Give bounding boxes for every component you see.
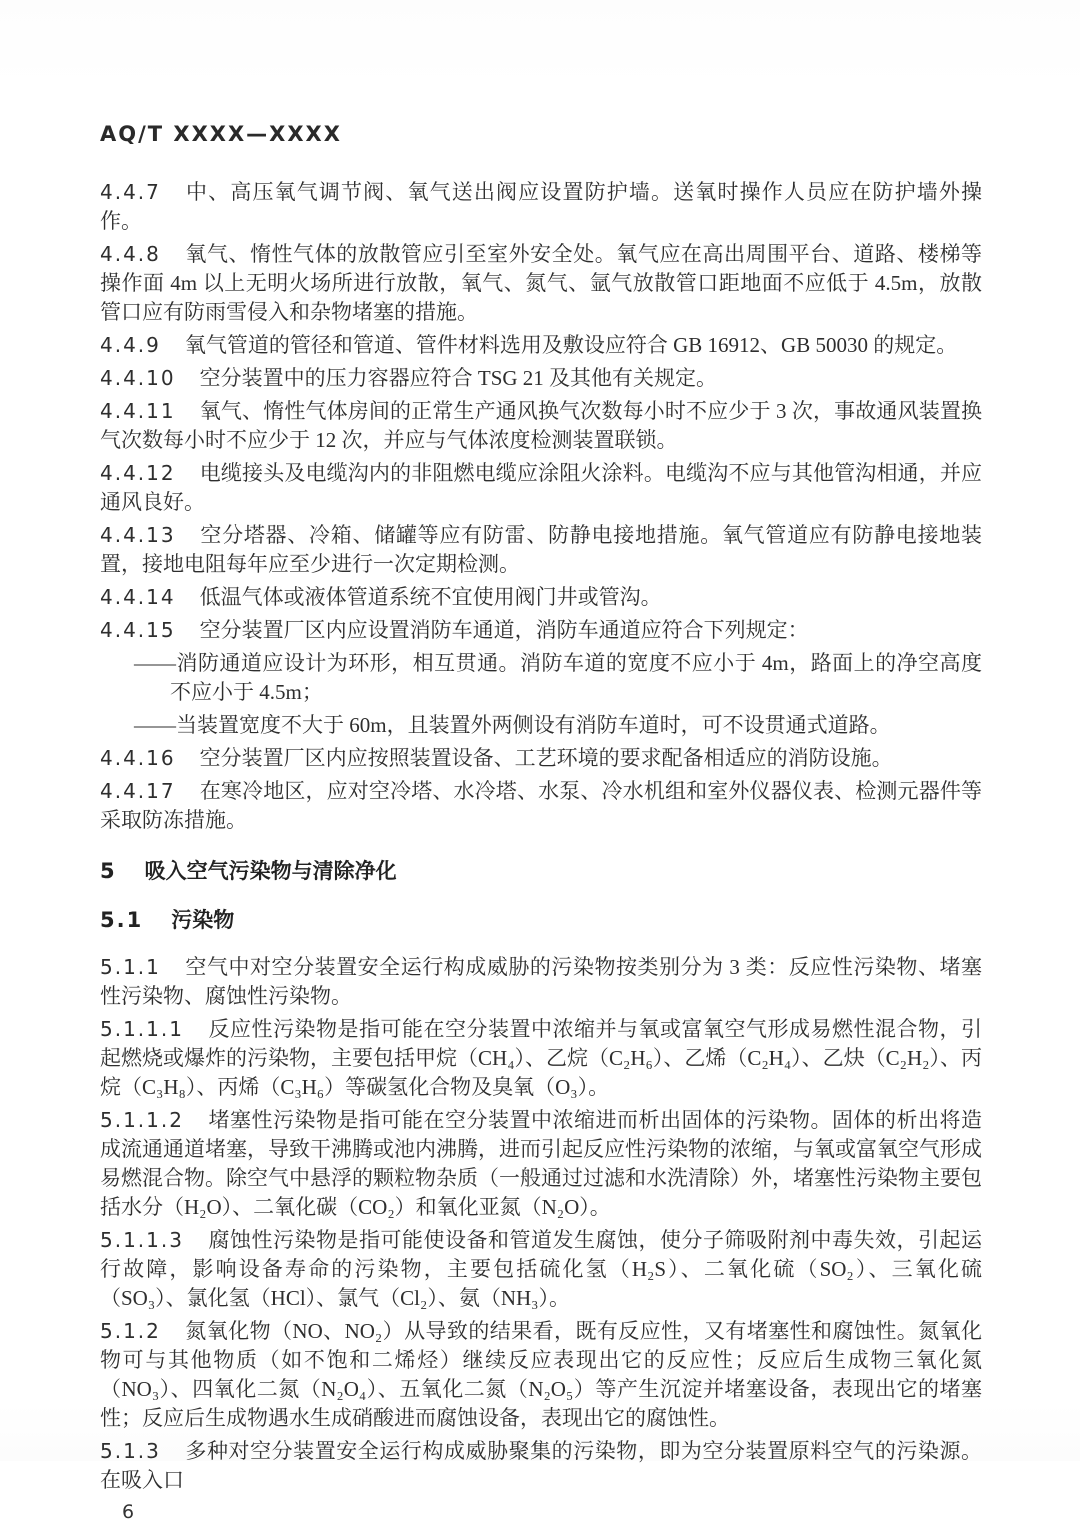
clause-text: 堵塞性污染物是指可能在空分装置中浓缩进而析出固体的污染物。固体的析出将造成流通通道堵塞，导致干沸腾或池内沸腾，进而引起反应性污染物的浓缩，与氧或富氧空气形成易燃混合物。除空气中悬浮的颗粒物杂质（一般通过过滤和水洗清除）外，堵塞性污染物主要包括水分（H₂O）、二氧化碳（CO₂）和氧化亚氮（N₂O）。	[100, 1108, 982, 1219]
clause-text: 多种对空分装置安全运行构成威胁聚集的污染物，即为空分装置原料空气的污染源。在吸入口	[100, 1439, 982, 1492]
clause-text: 低温气体或液体管道系统不宜使用阀门井或管沟。	[199, 585, 662, 609]
section-title: 吸入空气污染物与清除净化	[144, 859, 397, 883]
section-number: 5	[100, 859, 117, 883]
clause-5-1-1	[100, 953, 982, 1011]
clause-4-4-12	[100, 459, 982, 517]
clause-4-4-10	[100, 364, 982, 393]
clause-number: 5.1.3	[100, 1439, 161, 1463]
clause-number: 4.4.11	[100, 399, 176, 423]
clause-5-1-1-3	[100, 1226, 982, 1313]
clause-text: 空气中对空分装置安全运行构成威胁的污染物按类别分为 3 类：反应性污染物、堵塞性污染物、腐蚀性污染物。	[100, 955, 982, 1008]
clause-text: 氧气、惰性气体房间的正常生产通风换气次数每小时不应少于 3 次，事故通风装置换气次数每小时不应少于 12 次，并应与气体浓度检测装置联锁。	[100, 399, 982, 452]
clause-4-4-8	[100, 240, 982, 327]
section-heading-5-1	[100, 906, 982, 935]
clause-text: 电缆接头及电缆沟内的非阻燃电缆应涂阻火涂料。电缆沟不应与其他管沟相通，并应通风良好。	[100, 461, 982, 514]
clause-number: 4.4.9	[100, 333, 161, 357]
dash-item-fire-lane-width: ——当装置宽度不大于 60m，且装置外两侧设有消防车道时，可不设贯通式道路。	[134, 713, 891, 737]
clause-text: 空分装置厂区内应设置消防车通道，消防车通道应符合下列规定：	[199, 618, 809, 642]
clause-5-1-3	[100, 1437, 982, 1495]
clause-4-4-14	[100, 583, 982, 612]
clause-text: 反应性污染物是指可能在空分装置中浓缩并与氧或富氧空气形成易燃性混合物，引起燃烧或爆炸的污染物，主要包括甲烷（CH₄）、乙烷（C₂H₆）、乙烯（C₂H₄）、乙炔（C₂H₂）、丙烷（C₃H₈）、丙烯（C₃H₆）等碳氢化合物及臭氧（O₃）。	[100, 1017, 982, 1099]
clause-text: 空分塔器、冷箱、储罐等应有防雷、防静电接地措施。氧气管道应有防静电接地装置，接地电阻每年应至少进行一次定期检测。	[100, 523, 982, 576]
clause-text: 氧气管道的管径和管道、管件材料选用及敷设应符合 GB 16912、GB 50030 的规定。	[184, 333, 958, 357]
clause-5-1-2	[100, 1317, 982, 1433]
clause-number: 4.4.13	[100, 523, 176, 547]
section-heading-5	[100, 857, 982, 886]
clause-text: 空分装置中的压力容器应符合 TSG 21 及其他有关规定。	[199, 366, 718, 390]
clause-text: 在寒冷地区，应对空冷塔、水冷塔、水泵、冷水机组和室外仪器仪表、检测元器件等采取防冻措施。	[100, 779, 982, 832]
clause-number: 5.1.1.1	[100, 1017, 184, 1041]
clause-text: 氧气、惰性气体的放散管应引至室外安全处。氧气应在高出周围平台、道路、楼梯等操作面 4m 以上无明火场所进行放散，氧气、氮气、氩气放散管口距地面不应低于 4.5m，放散管口应有防雨雪侵入和杂物堵塞的措施。	[100, 242, 982, 324]
clause-4-4-15	[100, 616, 982, 645]
clause-number: 5.1.2	[100, 1319, 161, 1343]
clause-5-1-1-2	[100, 1106, 982, 1222]
clause-text: 中、高压氧气调节阀、氧气送出阀应设置防护墙。送氧时操作人员应在防护墙外操作。	[100, 180, 982, 233]
clause-4-4-7	[100, 178, 982, 236]
clause-5-1-1-1	[100, 1015, 982, 1102]
section-title: 污染物	[171, 908, 235, 932]
clause-number: 4.4.7	[100, 180, 161, 204]
clause-number: 4.4.17	[100, 779, 176, 803]
clause-number: 4.4.10	[100, 366, 176, 390]
clause-number: 5.1.1.3	[100, 1228, 184, 1252]
page-number: 6	[122, 1501, 135, 1523]
clause-number: 4.4.8	[100, 242, 161, 266]
clause-number: 4.4.12	[100, 461, 176, 485]
clause-text: 氮氧化物（NO、NO₂）从导致的结果看，既有反应性，又有堵塞性和腐蚀性。氮氧化物可与其他物质（如不饱和二烯烃）继续反应表现出它的反应性；反应后生成物三氧化氮（NO₃）、四氧化二氮（N₂O₄）、五氧化二氮（N₂O₅）等产生沉淀并堵塞设备，表现出它的堵塞性；反应后生成物遇水生成硝酸进而腐蚀设备，表现出它的腐蚀性。	[100, 1319, 982, 1430]
clause-4-4-11	[100, 397, 982, 455]
clause-number: 5.1.1.2	[100, 1108, 184, 1132]
dash-item-fire-lane-ring: ——消防通道应设计为环形，相互贯通。消防车道的宽度不应小于 4m，路面上的净空高度不应小于 4.5m；	[134, 651, 982, 704]
clause-4-4-16	[100, 744, 982, 773]
clause-number: 4.4.16	[100, 746, 176, 770]
clause-4-4-13	[100, 521, 982, 579]
clause-text: 空分装置厂区内应按照装置设备、工艺环境的要求配备相适应的消防设施。	[199, 746, 893, 770]
clause-number: 5.1.1	[100, 955, 161, 979]
section-number: 5.1	[100, 908, 144, 932]
clause-number: 4.4.15	[100, 618, 176, 642]
clause-number: 4.4.14	[100, 585, 176, 609]
clause-4-4-17	[100, 777, 982, 835]
clause-text: 腐蚀性污染物是指可能使设备和管道发生腐蚀，使分子筛吸附剂中毒失效，引起运行故障，影响设备寿命的污染物，主要包括硫化氢（H₂S）、二氧化硫（SO₂）、三氧化硫（SO₃）、氯化氢（HCl）、氯气（Cl₂）、氨（NH₃）。	[100, 1228, 982, 1310]
document-body	[100, 178, 982, 1495]
clause-4-4-9	[100, 331, 982, 360]
document-header: AQ/T XXXX—XXXX	[100, 122, 342, 146]
